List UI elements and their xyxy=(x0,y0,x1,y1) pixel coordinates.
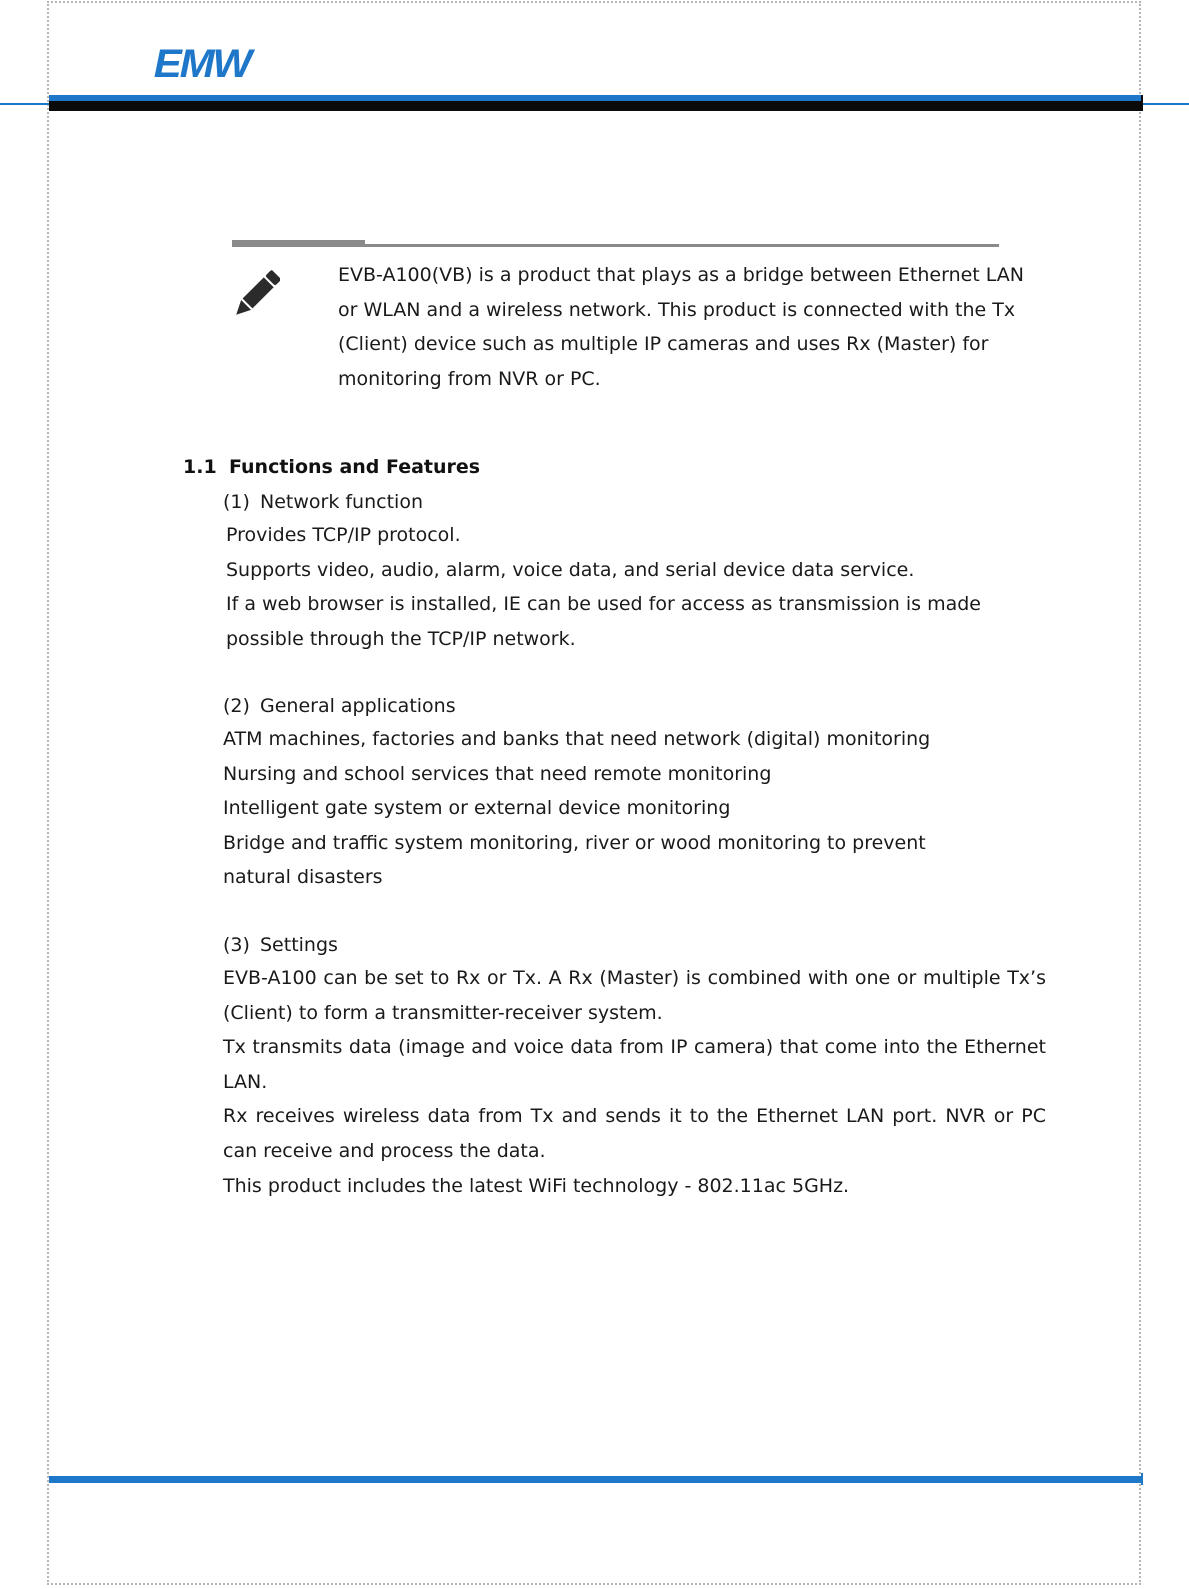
subsection-settings-heading: (3) Settings xyxy=(223,934,338,956)
applications-paragraph xyxy=(223,722,983,895)
network-paragraph xyxy=(226,518,1046,656)
header-bar-black xyxy=(49,101,1142,111)
paragraph-line: ATM machines, factories and banks that need network (digital) monitoring xyxy=(223,728,931,750)
company-logo: EMW xyxy=(153,42,251,86)
paragraph-line: Tx transmits data (image and voice data from IP camera) that come into the Ethernet LAN. xyxy=(223,1036,1046,1093)
paragraph-line: Provides TCP/IP protocol. xyxy=(226,524,461,546)
subsection-applications-heading: (2) General applications xyxy=(223,695,456,717)
subsection-network-heading: (1) Network function xyxy=(223,491,423,513)
paragraph-line: This product includes the latest WiFi technology - 802.11ac 5GHz. xyxy=(223,1174,850,1197)
footer-bar-end xyxy=(1141,1473,1143,1485)
footer-bar xyxy=(49,1476,1142,1483)
section-title: Functions and Features xyxy=(229,456,481,478)
paragraph-line: Rx receives wireless data from Tx and sends it to the Ethernet LAN port. NVR or PC can receive and process the data. xyxy=(223,1105,1046,1162)
paragraph-line: Nursing and school services that need remote monitoring xyxy=(223,762,772,785)
section-heading xyxy=(183,456,480,478)
note-rule xyxy=(365,244,999,247)
settings-paragraph xyxy=(223,961,1046,1203)
header-bar-end xyxy=(1141,95,1143,111)
paragraph-line: Supports video, audio, alarm, voice data, and serial device data service. xyxy=(226,558,915,581)
paragraph-line: Intelligent gate system or external device monitoring xyxy=(223,797,731,820)
pencil-icon xyxy=(232,268,280,322)
note-text: EVB-A100(VB) is a product that plays as a bridge between Ethernet LAN or WLAN and a wireless network. This product is connected with the Tx (Client) device such as multiple IP cameras and uses Rx (Master) for monitoring from NVR or PC. xyxy=(338,264,1025,390)
paragraph-line: If a web browser is installed, IE can be used for access as transmission is made possible through the TCP/IP network. xyxy=(226,593,981,650)
note-rule-accent xyxy=(232,240,365,247)
paragraph-line: EVB-A100 can be set to Rx or Tx. A Rx (Master) is combined with one or multiple Tx’s (Client) to form a transmitter-receiver system. xyxy=(223,967,1046,1024)
paragraph-line: Bridge and traffic system monitoring, river or wood monitoring to prevent natural disasters xyxy=(223,831,926,889)
section-number: 1.1 xyxy=(183,456,217,478)
